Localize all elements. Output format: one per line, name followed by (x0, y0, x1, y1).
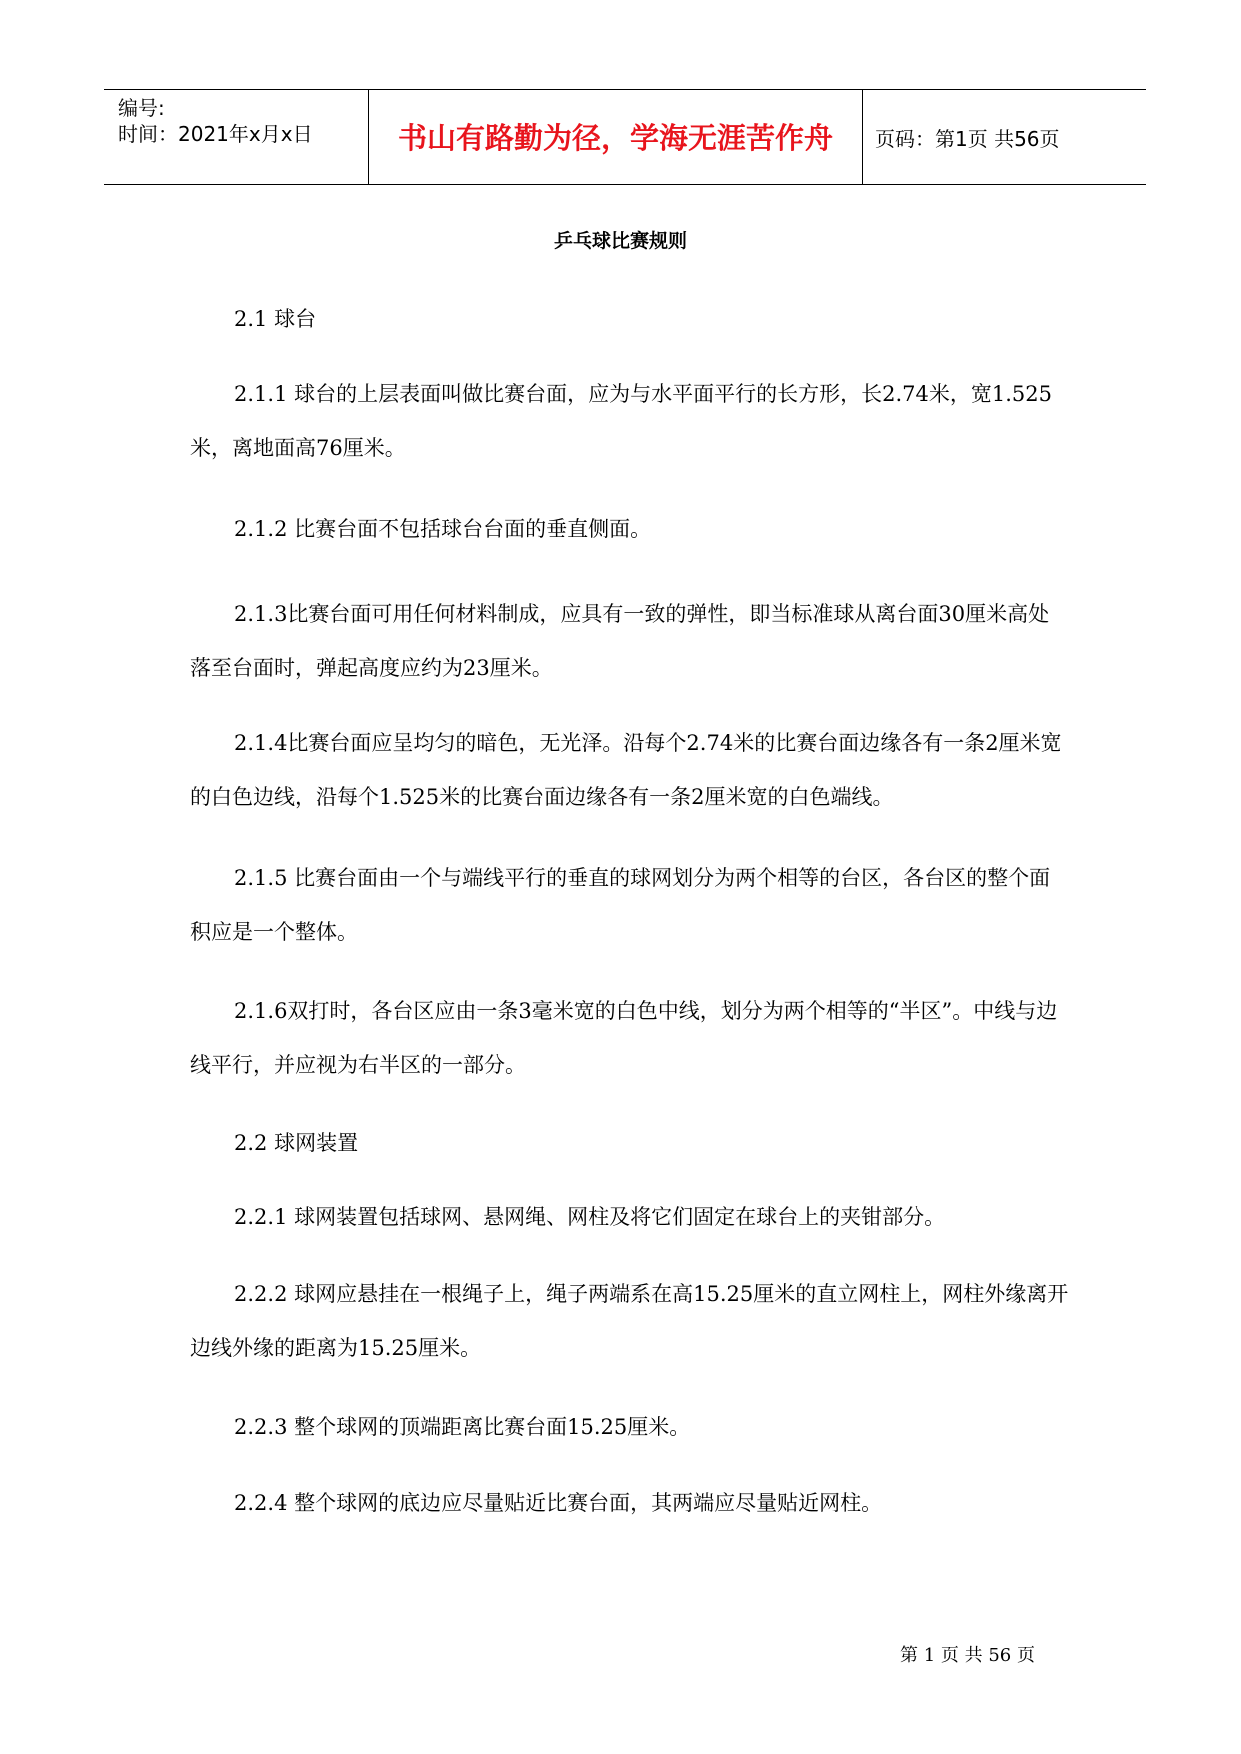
document-title: 乒乓球比赛规则 (553, 230, 687, 252)
serial-label: 编号: (118, 96, 165, 120)
paragraph: 2.1.5 比赛台面由一个与端线平行的垂直的球网划分为两个相等的台区，各台区的整个面积应是一个整体。 (190, 866, 1051, 944)
paragraph: 2.1.4比赛台面应呈均匀的暗色，无光泽。沿每个2.74米的比赛台面边缘各有一条2厘米宽的白色边线，沿每个1.525米的比赛台面边缘各有一条2厘米宽的白色端线。 (190, 731, 1062, 809)
time-label: 时间：2021年x月x日 (118, 122, 313, 146)
header-page-cell (863, 90, 1146, 184)
paragraph: 2.2.2 球网应悬挂在一根绳子上，绳子两端系在高15.25厘米的直立网柱上，网柱外缘离开边线外缘的距离为15.25厘米。 (190, 1282, 1069, 1360)
section-heading: 2.1 球台 (234, 307, 317, 331)
page-footer: 第 1 页 共 56 页 (900, 1645, 1035, 1666)
paragraph: 2.2.1 球网装置包括球网、悬网绳、网柱及将它们固定在球台上的夹钳部分。 (234, 1205, 946, 1229)
paragraph: 2.1.3比赛台面可用任何材料制成，应具有一致的弹性，即当标准球从离台面30厘米高处落至台面时，弹起高度应约为23厘米。 (190, 602, 1050, 680)
section-heading: 2.2 球网装置 (234, 1131, 359, 1155)
header-meta-cell (104, 90, 368, 184)
paragraph: 2.2.3 整个球网的顶端距离比赛台面15.25厘米。 (234, 1415, 691, 1439)
paragraph: 2.1.2 比赛台面不包括球台台面的垂直侧面。 (234, 517, 652, 541)
motto-text: 书山有路勤为径，学海无涯苦作舟 (397, 121, 833, 155)
paragraph: 2.1.1 球台的上层表面叫做比赛台面，应为与水平面平行的长方形，长2.74米，宽1.525米，离地面高76厘米。 (190, 382, 1052, 460)
header-page-info: 页码：第1页 共56页 (875, 127, 1060, 151)
paragraph: 2.1.6双打时，各台区应由一条3毫米宽的白色中线，划分为两个相等的“半区”。中线与边线平行，并应视为右半区的一部分。 (190, 999, 1058, 1077)
header-motto-cell (368, 90, 863, 184)
page-header (104, 89, 1146, 185)
paragraph: 2.2.4 整个球网的底边应尽量贴近比赛台面，其两端应尽量贴近网柱。 (234, 1491, 883, 1515)
